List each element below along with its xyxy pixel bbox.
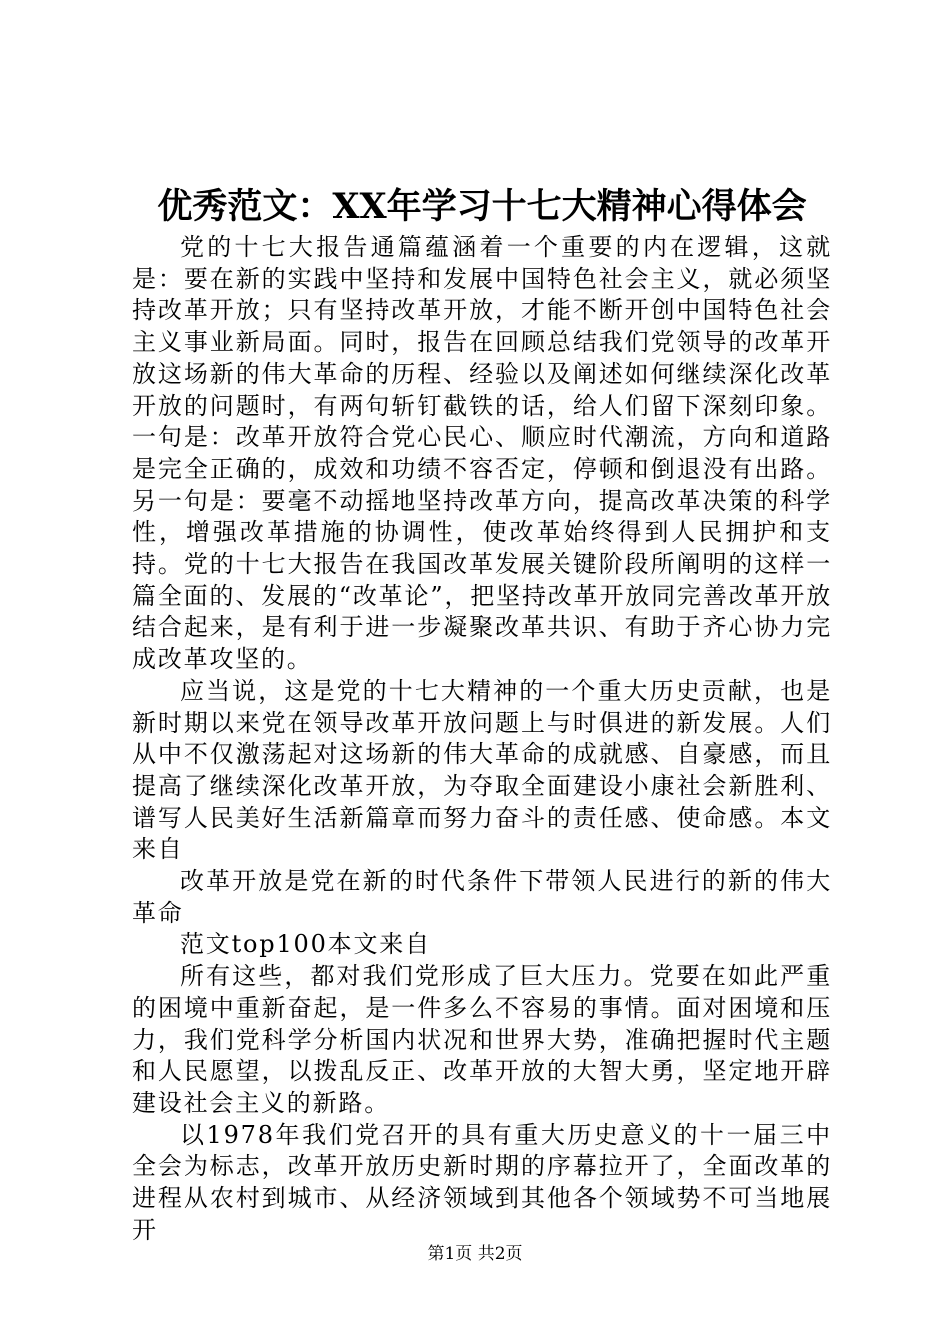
paragraph-5: 所有这些，都对我们党形成了巨大压力。党要在如此严重的困境中重新奋起，是一件多么不容易的事情。面对困境和压力，我们党科学分析国内状况和世界大势，准确把握时代主题和人民愿望，以拨乱反正、改革开放的大智大勇，坚定地开辟建设社会主义的新路。 <box>132 962 832 1117</box>
paragraph-1: 党的十七大报告通篇蕴涵着一个重要的内在逻辑，这就是：要在新的实践中坚持和发展中国特色社会主义，就必须坚持改革开放；只有坚持改革开放，才能不断开创中国特色社会主义事业新局面。同时，报告在回顾总结我们党领导的改革开放这场新的伟大革命的历程、经验以及阐述如何继续深化改革开放的问题时，有两句斩钉截铁的话，给人们留下深刻印象。一句是：改革开放符合党心民心、顺应时代潮流，方向和道路是完全正确的，成效和功绩不容否定，停顿和倒退没有出路。另一句是：要毫不动摇地坚持改革方向，提高改革决策的科学性，增强改革措施的协调性，使改革始终得到人民拥护和支持。党的十七大报告在我国改革发展关键阶段所阐明的这样一篇全面的、发展的“改革论”，把坚持改革开放同完善改革开放结合起来，是有利于进一步凝聚改革共识、有助于齐心协力完成改革攻坚的。 <box>132 233 832 674</box>
paragraph-2: 应当说，这是党的十七大精神的一个重大历史贡献，也是新时期以来党在领导改革开放问题上与时俱进的新发展。人们从中不仅激荡起对这场新的伟大革命的成就感、自豪感，而且提高了继续深化改革开放，为夺取全面建设小康社会新胜利、谱写人民美好生活新篇章而努力奋斗的责任感、使命感。本文来自 <box>132 676 832 864</box>
paragraph-4: 范文top100本文来自 <box>180 930 431 959</box>
page-footer: 第1页 共2页 <box>427 1244 523 1264</box>
paragraph-3: 改革开放是党在新的时代条件下带领人民进行的新的伟大革命 <box>132 867 832 927</box>
document-body <box>132 232 832 1247</box>
paragraph-6: 以1978年我们党召开的具有重大历史意义的十一届三中全会为标志，改革开放历史新时期的序幕拉开了，全面改革的进程从农村到城市、从经济领域到其他各个领域势不可当地展开 <box>132 1120 832 1244</box>
document-title: 优秀范文：XX年学习十七大精神心得体会 <box>157 186 807 227</box>
